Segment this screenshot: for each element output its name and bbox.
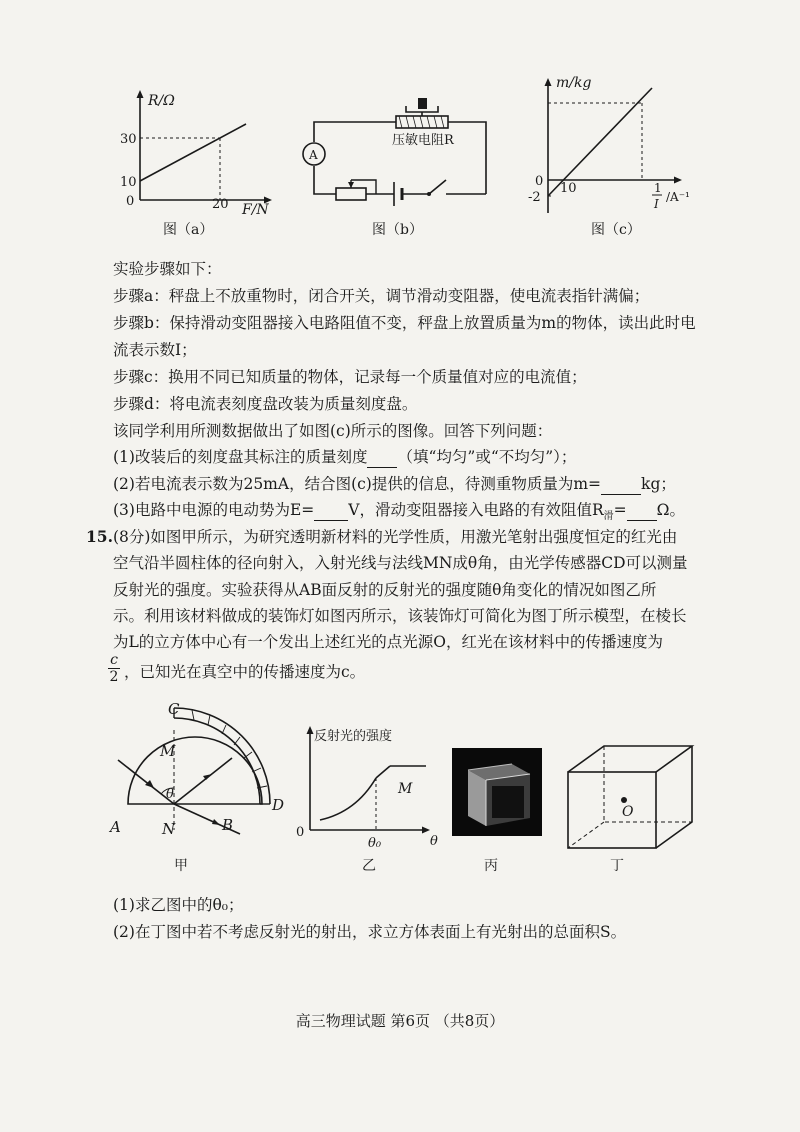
figure-yi-caption: 乙: [362, 858, 376, 874]
q14-part1-text: (1)改装后的刻度盘其标注的质量刻度: [113, 448, 368, 466]
q15-line1-text: (8分)如图甲所示，为研究透明新材料的光学性质，用激光笔射出强度恒定的红光由: [112, 528, 678, 546]
q14-part3-blank-e[interactable]: [314, 500, 348, 521]
figure-c-x-unit: /A⁻¹: [666, 190, 690, 204]
figure-c-caption: 图（c）: [591, 222, 641, 238]
step-b-line2: 流表示数I；: [113, 341, 197, 359]
step-c: 步骤c：换用不同已知质量的物体，记录每一个质量值对应的电流值；: [113, 368, 587, 386]
q14-part1-hint: （填“均匀”或“不均匀”）；: [397, 448, 577, 466]
figure-c-y-tick-neg2: -2: [528, 190, 541, 205]
figure-ding-caption: 丁: [610, 858, 624, 874]
q14-part3-eq: =: [613, 501, 627, 519]
q14-part2-text: (2)若电流表示数为25mA，结合图(c)提供的信息，待测重物质量为m=: [113, 475, 602, 493]
figure-jia-caption: 甲: [174, 858, 188, 874]
figure-yi-x-label: θ: [430, 834, 438, 849]
figure-a-y-tick-10: 10: [120, 175, 137, 190]
q14-part3-sub: 滑: [603, 511, 614, 523]
label-a: A: [110, 818, 121, 836]
figure-a-x-label: F/N: [242, 202, 269, 216]
figure-a-origin: 0: [126, 194, 135, 209]
sensor-label: 压敏电阻R: [392, 133, 454, 148]
q14-part1-blank[interactable]: [367, 447, 397, 468]
q14-part3-unit: Ω。: [656, 501, 685, 519]
pressure-sensor-icon: [396, 116, 448, 128]
q14-part3-mid: V，滑动变阻器接入电路的有效阻值R: [348, 501, 604, 519]
figure-c-x-num: 1: [654, 181, 662, 195]
q15-line2: 空气沿半圆柱体的径向射入，入射光线与法线MN成θ角，由光学传感器CD可以测量: [113, 554, 688, 572]
q15-frac-den: 2: [109, 669, 119, 685]
figure-yi-graph: [294, 720, 444, 850]
q15-line6: ，已知光在真空中的传播速度为c。: [124, 663, 366, 681]
q14-part3: [113, 500, 685, 527]
q15-sub2: (2)在丁图中若不考虑反射光的射出，求立方体表面上有光射出的总面积S。: [113, 923, 627, 941]
label-d: D: [272, 796, 285, 814]
q14-part2-unit: kg；: [641, 475, 676, 493]
q14-part1: [113, 447, 576, 468]
figure-bing-photo: [452, 748, 542, 836]
steps-intro: 实验步骤如下：: [113, 260, 222, 278]
q15-line5: 为L的立方体中心有一个发出上述红光的点光源O，红光在该材料中的传播速度为: [113, 633, 664, 651]
label-c: C: [168, 700, 180, 718]
q15-line4: 示。利用该材料做成的装饰灯如图丙所示，该装饰灯可简化为图丁所示模型，在棱长: [113, 607, 687, 625]
figure-a-y-label: R/Ω: [148, 93, 175, 109]
figure-c-graph: [520, 68, 720, 218]
figure-ding-point-label: O: [622, 804, 634, 820]
steps-lead: 该同学利用所测数据做出了如图(c)所示的图像。回答下列问题：: [113, 422, 553, 440]
ammeter-label: A: [309, 148, 318, 162]
label-m: M: [160, 742, 176, 760]
q14-part3-text: (3)电路中电源的电动势为E=: [113, 501, 315, 519]
figure-yi-x-tick: θ₀: [368, 836, 382, 850]
q14-part2-blank[interactable]: [601, 474, 641, 495]
q14-part3-blank-r[interactable]: [627, 500, 657, 521]
figure-ding-cube: [564, 742, 700, 852]
step-a: 步骤a：秤盘上不放重物时，闭合开关，调节滑动变阻器，使电流表指针满偏；: [113, 287, 650, 305]
figure-b-caption: 图（b）: [372, 222, 423, 238]
q15-number: 15.: [86, 527, 113, 546]
figure-jia-diagram: [108, 700, 288, 850]
point-source-icon: [621, 797, 627, 803]
figure-c-origin: 0: [535, 174, 544, 189]
figure-a-graph: [118, 88, 278, 216]
step-b-line1: 步骤b：保持滑动变阻器接入电路阻值不变，秤盘上放置质量为m的物体，读出此时电: [113, 314, 696, 332]
label-theta: θ: [166, 787, 174, 802]
figure-a-y-tick-30: 30: [120, 132, 137, 147]
figure-a-caption: 图（a）: [163, 222, 214, 238]
q15-line1: [86, 527, 677, 547]
figure-c-x-tick-10: 10: [560, 181, 577, 196]
rheostat-icon: [336, 188, 366, 200]
page-footer: 高三物理试题 第6页 （共8页）: [295, 1012, 505, 1030]
figure-yi-y-label: 反射光的强度: [314, 729, 393, 744]
q15-line3: 反射光的强度。实验获得从AB面反射的反射光的强度随θ角变化的情况如图乙所: [113, 581, 657, 599]
figure-yi-curve-label: M: [398, 781, 413, 797]
figure-bing-caption: 丙: [484, 858, 498, 874]
figure-yi-origin: 0: [296, 825, 305, 840]
q14-part2: [113, 474, 676, 495]
figure-b-circuit: [296, 96, 496, 212]
step-d: 步骤d：将电流表刻度盘改装为质量刻度盘。: [113, 395, 418, 413]
label-n: N: [162, 820, 176, 838]
figure-c-x-den: I: [654, 197, 659, 211]
q15-frac-num: c: [110, 652, 118, 668]
switch-icon: [429, 180, 446, 194]
q15-sub1: (1)求乙图中的θ₀；: [113, 896, 244, 914]
figure-c-y-label: m/kg: [556, 75, 592, 91]
weight-icon: [418, 98, 427, 109]
label-b: B: [222, 816, 234, 834]
figure-a-x-tick-20: 20: [212, 197, 229, 212]
q15-fraction: [108, 652, 120, 685]
